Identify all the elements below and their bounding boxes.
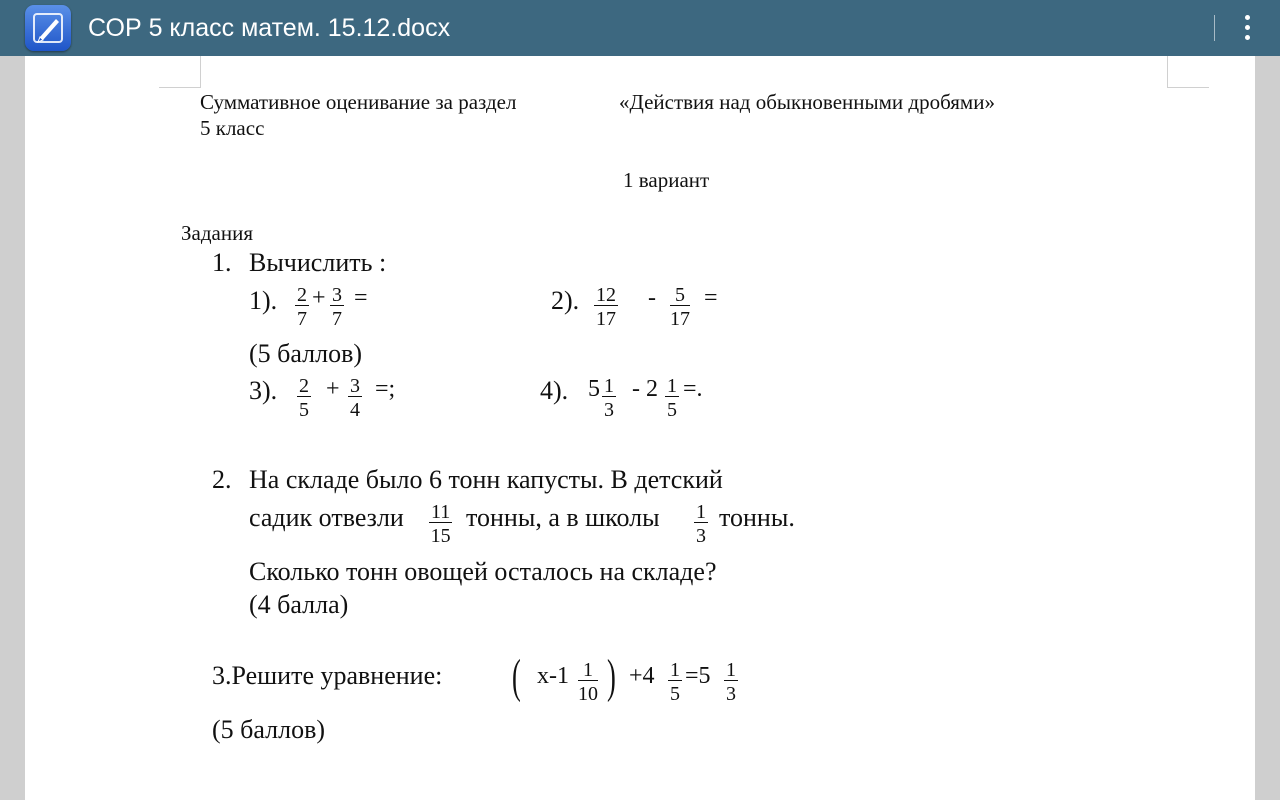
heading-left: Суммативное оценивание за раздел bbox=[200, 90, 517, 114]
grade-label: 5 класс bbox=[200, 116, 265, 140]
problem4-label: 4). bbox=[540, 376, 569, 405]
fraction: $\frac{2}{7}$ bbox=[297, 284, 307, 330]
margin-corner-right bbox=[1167, 56, 1209, 88]
more-options-button[interactable] bbox=[1234, 14, 1260, 42]
dot-icon bbox=[1245, 35, 1250, 40]
task2-points: (4 балла) bbox=[249, 590, 349, 619]
pen-icon bbox=[30, 10, 66, 46]
equals: =. bbox=[683, 376, 703, 402]
problem3-label: 3). bbox=[249, 376, 278, 405]
operator: +4 bbox=[629, 663, 655, 689]
operator: + bbox=[326, 376, 340, 402]
fraction: $\frac{3}{7}$ bbox=[332, 284, 342, 330]
operator: - bbox=[648, 285, 656, 311]
fraction: $\frac{1}{3}$ bbox=[696, 501, 706, 547]
fraction: $\frac{1}{3}$ bbox=[604, 375, 614, 421]
task3-label: 3.Решите уравнение: bbox=[212, 661, 443, 690]
whole-number: 5 bbox=[588, 376, 600, 402]
fraction: $\frac{2}{5}$ bbox=[299, 375, 309, 421]
dot-icon bbox=[1245, 15, 1250, 20]
dot-icon bbox=[1245, 25, 1250, 30]
fraction: $\frac{5}{17}$ bbox=[670, 284, 690, 330]
right-paren: ) bbox=[607, 650, 616, 703]
task2-line2b: тонны, а в школы bbox=[466, 503, 660, 532]
fraction: $\frac{11}{15}$ bbox=[430, 501, 451, 547]
operator: + bbox=[312, 285, 326, 311]
fraction: $\frac{1}{5}$ bbox=[670, 659, 680, 705]
app-icon[interactable] bbox=[25, 5, 71, 51]
toolbar-divider bbox=[1214, 15, 1215, 41]
task2-line2c: тонны. bbox=[719, 503, 795, 532]
task3-points: (5 баллов) bbox=[212, 715, 326, 744]
margin-corner-left bbox=[159, 56, 201, 88]
task1-points: (5 баллов) bbox=[249, 339, 363, 368]
variable-term: x-1 bbox=[537, 663, 569, 689]
equals: =; bbox=[375, 376, 396, 402]
variant-label: 1 вариант bbox=[623, 168, 710, 192]
task2-line3: Сколько тонн овощей осталось на складе? bbox=[249, 557, 717, 586]
equals: = bbox=[704, 285, 718, 311]
fraction: $\frac{1}{5}$ bbox=[667, 375, 677, 421]
fraction: $\frac{1}{3}$ bbox=[726, 659, 736, 705]
task1-number: 1. bbox=[212, 248, 232, 277]
operator: - 2 bbox=[632, 376, 658, 402]
left-paren: ( bbox=[512, 650, 521, 703]
fraction: $\frac{1}{10}$ bbox=[578, 659, 598, 705]
problem2-label: 2). bbox=[551, 286, 580, 315]
fraction: $\frac{3}{4}$ bbox=[350, 375, 360, 421]
heading-right: «Действия над обыкновенными дробями» bbox=[619, 90, 995, 114]
document-title: СОР 5 класс матем. 15.12.docx bbox=[88, 14, 451, 42]
task2-line2a: садик отвезли bbox=[249, 503, 404, 532]
equals: = bbox=[354, 285, 368, 311]
problem1-label: 1). bbox=[249, 286, 278, 315]
task2-line1: На складе было 6 тонн капусты. В детский bbox=[249, 465, 723, 494]
document-page[interactable] bbox=[25, 56, 1255, 800]
fraction: $\frac{12}{17}$ bbox=[596, 284, 616, 330]
equals: =5 bbox=[685, 663, 711, 689]
section-title: Задания bbox=[181, 221, 253, 245]
task2-number: 2. bbox=[212, 465, 232, 494]
title-bar bbox=[0, 0, 1280, 56]
task1-title: Вычислить : bbox=[249, 248, 387, 277]
